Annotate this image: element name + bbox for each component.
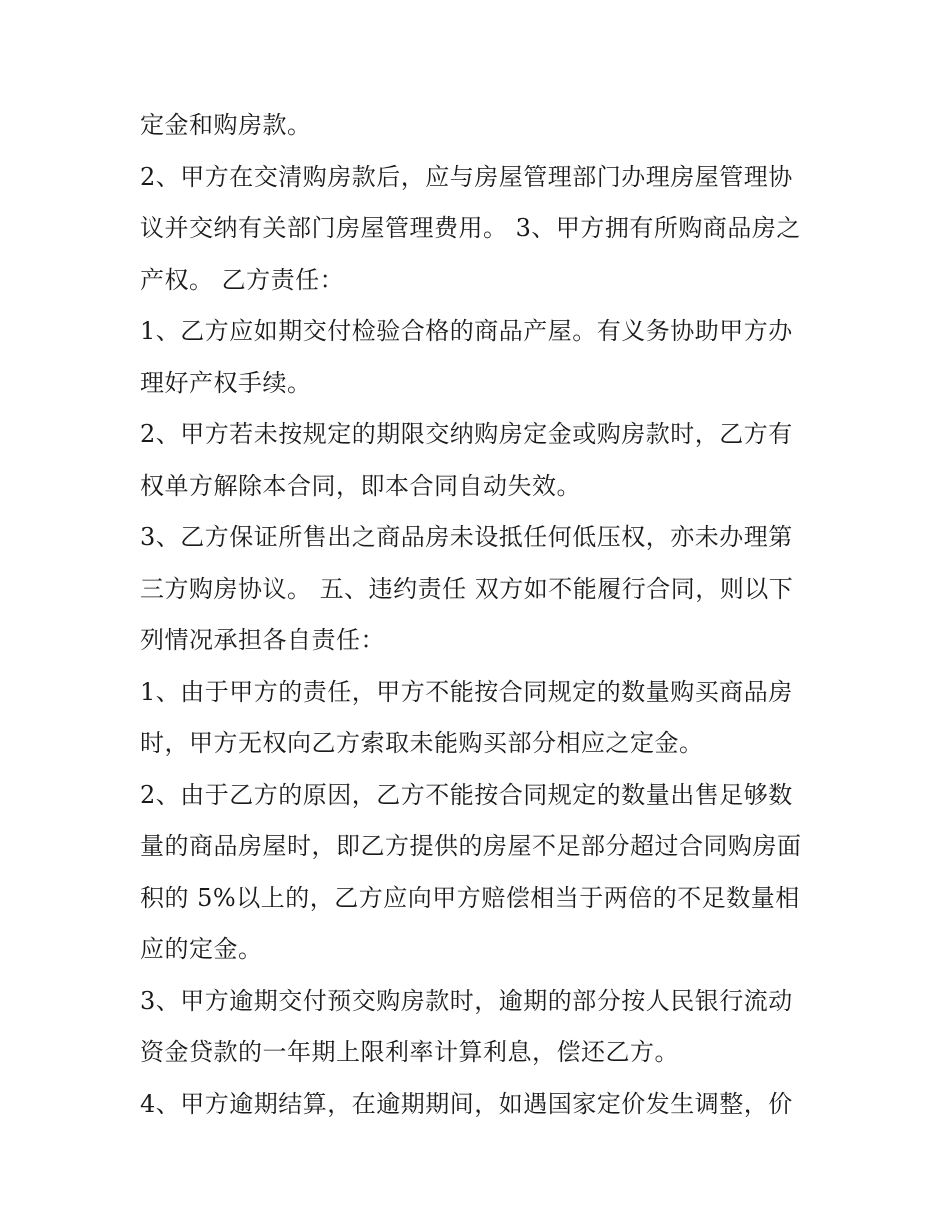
text-line: 列情况承担各自责任：	[140, 626, 385, 654]
text-line: 产权。 乙方责任：	[140, 265, 345, 294]
text-line: 应的定金。	[140, 935, 263, 963]
text-line: 2、甲方在交清购房款后，应与房屋管理部门办理房屋管理协	[140, 162, 793, 191]
text-line: 2、由于乙方的原因，乙方不能按合同规定的数量出售足够数	[140, 780, 793, 809]
text-line: 3、乙方保证所售出之商品房未设抵任何低压权，亦未办理第	[140, 523, 793, 551]
text-line: 量的商品房屋时，即乙方提供的房屋不足部分超过合同购房面	[140, 832, 802, 860]
text-line: 3、甲方逾期交付预交购房款时，逾期的部分按人民银行流动	[140, 986, 793, 1015]
text-line: 资金贷款的一年期上限利率计算利息，偿还乙方。	[140, 1038, 679, 1066]
text-line: 理好产权手续。	[140, 368, 312, 397]
text-line: 4、甲方逾期结算，在逾期期间，如遇国家定价发生调整，价	[140, 1089, 793, 1118]
text-line: 权单方解除本合同，即本合同自动失效。	[140, 471, 581, 500]
text-line: 三方购房协议。 五、违约责任 双方如不能履行合同，则以下	[140, 574, 794, 603]
text-line: 2、甲方若未按规定的期限交纳购房定金或购房款时，乙方有	[140, 420, 793, 448]
text-line: 积的 5%以上的，乙方应向甲方赔偿相当于两倍的不足数量相	[140, 883, 800, 912]
text-line: 定金和购房款。	[140, 111, 312, 139]
text-line: 议并交纳有关部门房屋管理费用。 3、甲方拥有所购商品房之	[140, 214, 801, 242]
text-line: 时，甲方无权向乙方索取未能购买部分相应之定金。	[140, 729, 704, 757]
contract-text-body	[140, 100, 830, 1130]
text-line: 1、乙方应如期交付检验合格的商品产屋。有义务协助甲方办	[140, 317, 793, 345]
text-line: 1、由于甲方的责任，甲方不能按合同规定的数量购买商品房	[140, 677, 793, 706]
